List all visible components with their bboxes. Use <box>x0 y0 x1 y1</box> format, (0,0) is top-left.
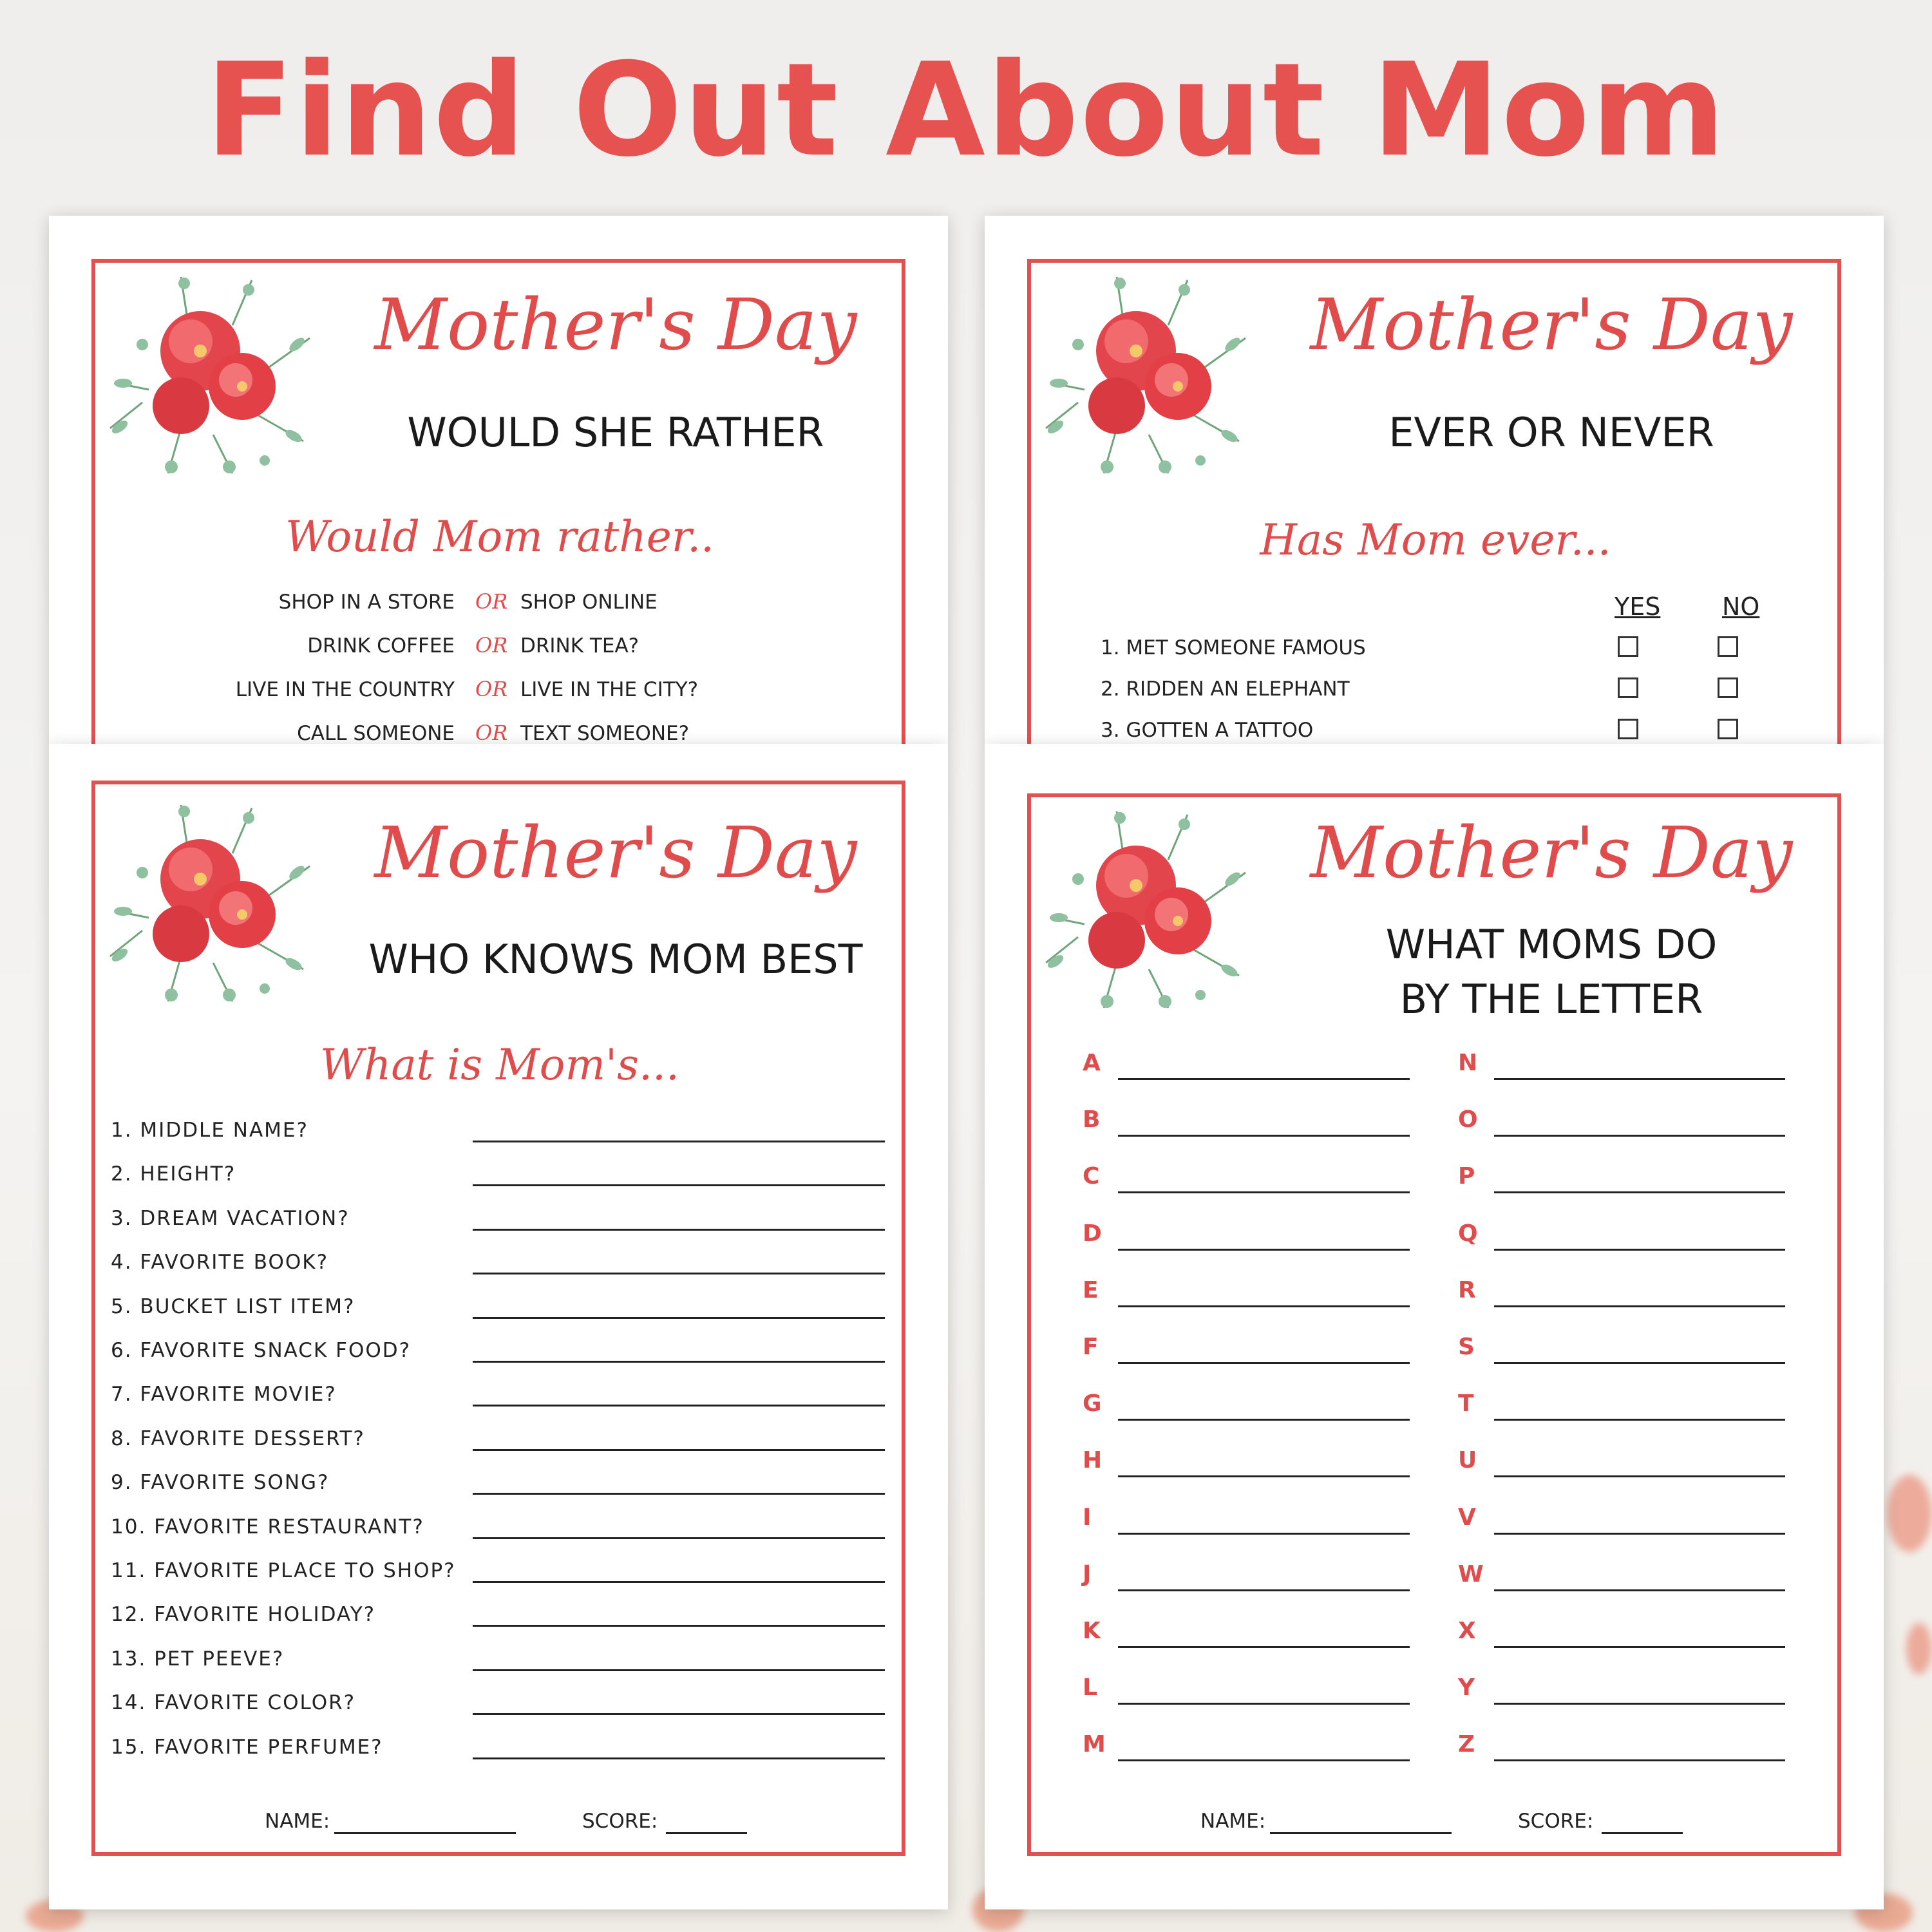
question-label: 4. FAVORITE BOOK? <box>111 1251 329 1274</box>
letter-label: P <box>1458 1163 1475 1190</box>
or-label: OR <box>475 589 508 614</box>
card-script-title: Mother's Day <box>374 283 857 366</box>
answer-line[interactable] <box>1494 1533 1785 1535</box>
checkbox-icon[interactable] <box>1618 719 1638 739</box>
ever-question: 3. GOTTEN A TATTOO <box>1101 719 1314 742</box>
answer-line[interactable] <box>1494 1703 1785 1705</box>
floral-bouquet-icon <box>104 795 323 1014</box>
letter-label: W <box>1458 1560 1484 1587</box>
or-label: OR <box>475 633 508 658</box>
question-label: 14. FAVORITE COLOR? <box>111 1691 356 1715</box>
question-label: 3. DREAM VACATION? <box>111 1206 350 1230</box>
answer-line[interactable] <box>473 1361 885 1363</box>
answer-line[interactable] <box>1118 1305 1410 1307</box>
answer-line[interactable] <box>473 1669 885 1671</box>
ever-question: 2. RIDDEN AN ELEPHANT <box>1101 677 1350 701</box>
answer-line[interactable] <box>1494 1078 1785 1080</box>
answer-line[interactable] <box>473 1273 885 1274</box>
question-label: 11. FAVORITE PLACE TO SHOP? <box>111 1559 456 1582</box>
answer-line[interactable] <box>473 1405 885 1406</box>
card-heading: WOULD SHE RATHER <box>407 409 824 456</box>
background-flower <box>1887 1475 1932 1552</box>
answer-line[interactable] <box>473 1581 885 1583</box>
question-label: 10. FAVORITE RESTAURANT? <box>111 1515 424 1539</box>
card-heading: EVER OR NEVER <box>1388 409 1714 456</box>
answer-line[interactable] <box>1494 1475 1785 1477</box>
question-label: 13. PET PEEVE? <box>111 1647 285 1671</box>
rather-option-right: DRINK TEA? <box>520 634 639 658</box>
question-label: 1. MIDDLE NAME? <box>111 1119 308 1142</box>
answer-line[interactable] <box>1494 1589 1785 1591</box>
letter-label: B <box>1083 1106 1101 1133</box>
letter-label: F <box>1083 1334 1099 1360</box>
answer-line[interactable] <box>1118 1419 1410 1421</box>
name-label: NAME: <box>1200 1810 1266 1833</box>
checkbox-icon[interactable] <box>1718 719 1738 739</box>
letter-label: Q <box>1458 1220 1478 1247</box>
answer-line[interactable] <box>1118 1589 1410 1591</box>
answer-line[interactable] <box>473 1449 885 1451</box>
question-label: 5. BUCKET LIST ITEM? <box>111 1294 355 1318</box>
answer-line[interactable] <box>1494 1419 1785 1421</box>
letter-label: H <box>1083 1447 1103 1474</box>
question-label: 9. FAVORITE SONG? <box>111 1471 330 1495</box>
letter-label: L <box>1083 1674 1097 1701</box>
letter-label: M <box>1083 1731 1106 1758</box>
background-flower <box>1906 1623 1932 1674</box>
score-label: SCORE: <box>582 1810 658 1833</box>
answer-line[interactable] <box>1118 1135 1410 1137</box>
answer-line[interactable] <box>1494 1135 1785 1137</box>
answer-line[interactable] <box>1494 1362 1785 1364</box>
answer-line[interactable] <box>1118 1759 1410 1761</box>
rather-option-left: DRINK COFFEE <box>307 634 455 658</box>
ever-question: 1. MET SOMEONE FAMOUS <box>1101 636 1366 659</box>
checkbox-icon[interactable] <box>1618 636 1638 657</box>
card-would-she-rather <box>49 216 948 744</box>
card-prompt: Would Mom rather.. <box>285 512 715 562</box>
letter-label: X <box>1458 1618 1476 1644</box>
answer-line[interactable] <box>1118 1249 1410 1251</box>
question-label: 12. FAVORITE HOLIDAY? <box>111 1603 376 1627</box>
answer-line[interactable] <box>473 1625 885 1627</box>
answer-line[interactable] <box>1494 1249 1785 1251</box>
letter-label: E <box>1083 1276 1099 1303</box>
card-script-title: Mother's Day <box>374 811 857 894</box>
answer-line[interactable] <box>1118 1362 1410 1364</box>
or-label: OR <box>475 677 508 701</box>
letter-label: C <box>1083 1163 1100 1190</box>
letter-label: U <box>1458 1447 1477 1474</box>
rather-option-right: SHOP ONLINE <box>520 591 658 614</box>
answer-line[interactable] <box>1118 1475 1410 1477</box>
card-script-title: Mother's Day <box>1310 283 1793 366</box>
no-column-header: NO <box>1722 592 1760 621</box>
name-answer-line[interactable] <box>1270 1832 1452 1834</box>
rather-option-right: LIVE IN THE CITY? <box>520 678 699 701</box>
letter-label: N <box>1458 1050 1478 1076</box>
checkbox-icon[interactable] <box>1718 677 1738 698</box>
answer-line[interactable] <box>1118 1078 1410 1080</box>
answer-line[interactable] <box>1118 1703 1410 1705</box>
letter-label: I <box>1083 1504 1092 1531</box>
answer-line[interactable] <box>473 1537 885 1539</box>
answer-line[interactable] <box>473 1317 885 1319</box>
answer-line[interactable] <box>1494 1305 1785 1307</box>
answer-line[interactable] <box>1118 1191 1410 1193</box>
card-heading: WHO KNOWS MOM BEST <box>368 936 863 983</box>
question-label: 6. FAVORITE SNACK FOOD? <box>111 1339 412 1362</box>
answer-line[interactable] <box>473 1493 885 1495</box>
or-label: OR <box>475 721 508 744</box>
card-what-moms-do-by-the-letter <box>985 744 1884 1909</box>
rather-option-left: LIVE IN THE COUNTRY <box>235 678 455 701</box>
floral-bouquet-icon <box>1039 802 1258 1021</box>
question-label: 2. HEIGHT? <box>111 1162 236 1186</box>
question-label: 8. FAVORITE DESSERT? <box>111 1426 365 1450</box>
letter-label: Y <box>1458 1674 1475 1701</box>
card-prompt: Has Mom ever... <box>1260 515 1611 565</box>
checkbox-icon[interactable] <box>1618 677 1638 698</box>
rather-option-left: SHOP IN A STORE <box>278 591 455 614</box>
rather-option-left: CALL SOMEONE <box>297 722 455 744</box>
answer-line[interactable] <box>473 1713 885 1715</box>
question-label: 7. FAVORITE MOVIE? <box>111 1383 337 1406</box>
letter-label: J <box>1083 1560 1092 1587</box>
letter-label: K <box>1083 1618 1101 1644</box>
floral-bouquet-icon <box>1039 267 1258 486</box>
card-who-knows-mom-best <box>49 744 948 1909</box>
card-ever-or-never <box>985 216 1884 744</box>
letter-label: T <box>1458 1390 1474 1417</box>
card-heading-line2: BY THE LETTER <box>1399 976 1703 1023</box>
rather-option-right: TEXT SOMEONE? <box>520 722 690 744</box>
answer-line[interactable] <box>473 1141 885 1142</box>
answer-line[interactable] <box>1118 1533 1410 1535</box>
letter-label: A <box>1083 1050 1101 1076</box>
score-answer-line[interactable] <box>666 1832 747 1834</box>
name-answer-line[interactable] <box>334 1832 516 1834</box>
letter-label: R <box>1458 1276 1476 1303</box>
letter-label: V <box>1458 1504 1476 1531</box>
answer-line[interactable] <box>1494 1759 1785 1761</box>
answer-line[interactable] <box>473 1184 885 1186</box>
answer-line[interactable] <box>1118 1646 1410 1648</box>
letter-label: O <box>1458 1106 1478 1133</box>
letter-label: D <box>1083 1220 1102 1247</box>
card-prompt: What is Mom's... <box>319 1040 679 1090</box>
answer-line[interactable] <box>473 1757 885 1759</box>
name-label: NAME: <box>265 1810 330 1833</box>
letter-label: G <box>1083 1390 1102 1417</box>
page-title: Find Out About Mom <box>205 35 1727 185</box>
letter-label: Z <box>1458 1731 1475 1758</box>
card-heading-line1: WHAT MOMS DO <box>1385 921 1718 968</box>
checkbox-icon[interactable] <box>1718 636 1738 657</box>
floral-bouquet-icon <box>104 267 323 486</box>
letter-label: S <box>1458 1334 1475 1360</box>
question-label: 15. FAVORITE PERFUME? <box>111 1735 383 1759</box>
answer-line[interactable] <box>1494 1646 1785 1648</box>
answer-line[interactable] <box>1494 1191 1785 1193</box>
score-label: SCORE: <box>1518 1810 1594 1833</box>
score-answer-line[interactable] <box>1602 1832 1683 1834</box>
yes-column-header: YES <box>1615 592 1661 621</box>
card-script-title: Mother's Day <box>1310 811 1793 894</box>
answer-line[interactable] <box>473 1229 885 1231</box>
